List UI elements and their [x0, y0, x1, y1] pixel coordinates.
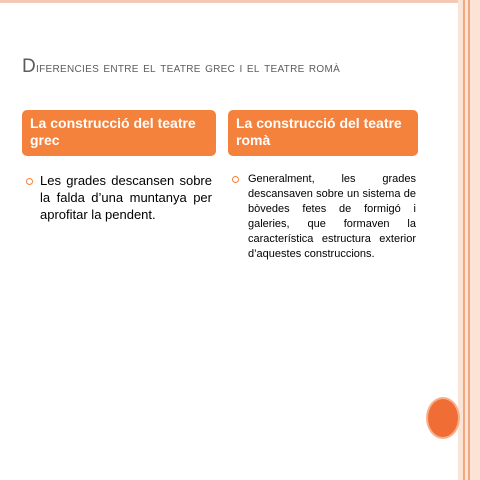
bullet-icon — [232, 176, 239, 183]
roman-theatre-header: La construcció del teatre romà — [228, 110, 418, 156]
slide-title-initial: D — [22, 56, 37, 77]
roman-theatre-bullet: Generalment, les grades descansaven sobre un sistema de bòvedes fetes de formigó i galeries, que formaven la característica estructura exterior d’aquestes construccions. — [248, 173, 416, 260]
top-rule — [0, 0, 480, 3]
orange-circle-icon — [428, 399, 458, 437]
greek-theatre-header: La construcció del teatre grec — [22, 110, 216, 156]
slide-title — [22, 56, 452, 78]
bullet-icon — [26, 178, 33, 185]
slide-title-rest: iferencies entre el teatre grec i el teatre romà — [36, 60, 341, 76]
side-stripe-line — [463, 0, 465, 480]
greek-theatre-bullet: Les grades descansen sobre la falda d’una muntanya per aprofitar la pendent. — [40, 173, 212, 222]
side-stripe-line — [468, 0, 470, 480]
